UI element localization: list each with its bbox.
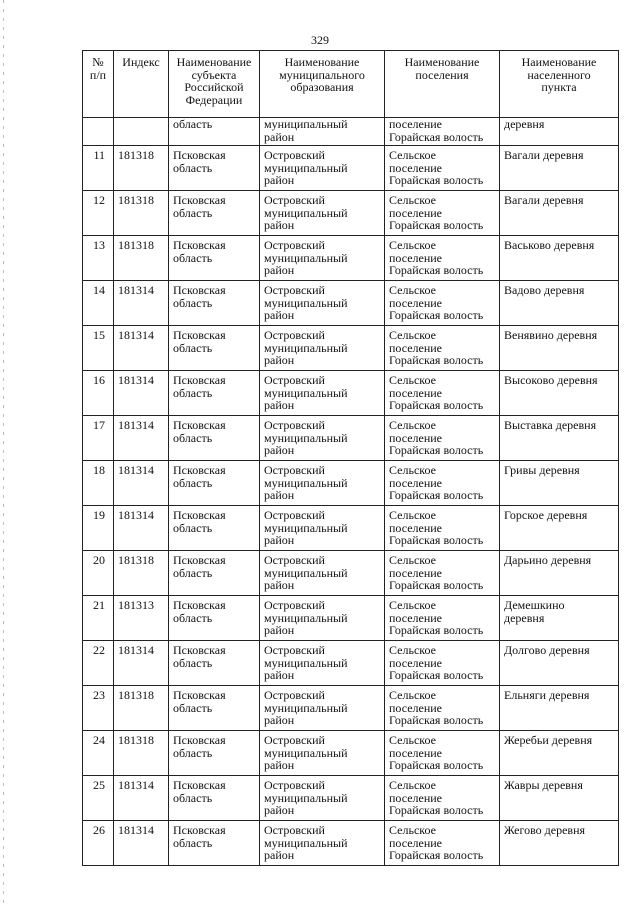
cell-line: Горайская волость [389,623,484,638]
cell-line: Васьково деревня [504,238,595,252]
cell-line: район [264,398,295,413]
table-row [83,236,619,281]
cell-line: поселение [389,250,443,265]
cell-line: муниципальный [264,610,348,625]
cell-municipal [260,416,385,461]
cell-line: Жавры деревня [504,778,583,792]
cell-line: поселение [389,610,443,625]
cell-locality [500,551,619,596]
cell-settlement [385,416,500,461]
cell-line: Островский [264,238,325,252]
table-row [83,596,619,641]
table-header-row [83,51,619,118]
cell-line: Горайская волость [389,398,484,413]
cell-index: 181318 [114,191,169,236]
cell-line: Горайская волость [389,803,484,818]
cell-line: Псковская [173,283,226,297]
cell-line: поселение [389,835,443,850]
cell-municipal [260,776,385,821]
cell-line: Псковская [173,643,226,657]
cell-municipal [260,731,385,776]
cell-line: муниципальный [264,160,348,175]
cell-line: деревня [504,610,545,625]
cell-line: область [173,835,213,850]
cell-line: поселение [389,160,443,175]
cell-num: 12 [83,191,114,236]
cell-line: поселение [389,520,443,535]
cell-line: поселение [389,790,443,805]
cell-subject [169,191,260,236]
cell-line: Островский [264,418,325,432]
cell-index: 181318 [114,551,169,596]
cell-locality [500,641,619,686]
table-row [83,371,619,416]
cell-line: поселение [389,385,443,400]
cell-line: поселение [389,745,443,760]
cell-locality [500,461,619,506]
continuation-row [83,118,619,146]
cell-line: область [173,295,213,310]
table-row [83,326,619,371]
cell-subject [169,326,260,371]
cell-line: Индекс [122,55,160,69]
cell-municipal [260,641,385,686]
cell-line: муниципальный [264,295,348,310]
cell-line: населенного [527,67,591,82]
cell-settlement [385,776,500,821]
cell-line: Островский [264,643,325,657]
cell-line: Островский [264,193,325,207]
cell-line: поселение [389,295,443,310]
cell-line: муниципальный [264,117,348,131]
cell-line: Горайская волость [389,263,484,278]
cell-line: поселение [389,475,443,490]
cell-line: Псковская [173,328,226,342]
cell-locality [500,281,619,326]
cell-settlement [385,731,500,776]
cell-num: 21 [83,596,114,641]
cell-line: образования [290,80,354,95]
cell-line: область [173,520,213,535]
cell-locality [500,146,619,191]
cell-settlement [385,371,500,416]
cell-line: Горайская волость [389,173,484,188]
cell-line: муниципальный [264,700,348,715]
cell-index: 181314 [114,641,169,686]
cell-line: муниципальный [264,790,348,805]
cell-index: 181314 [114,326,169,371]
cell-line: Высоково деревня [504,373,598,387]
cell-line: область [173,160,213,175]
cell-line: Сельское [389,193,436,207]
cell-line: деревня [504,117,545,131]
cell-subject [169,506,260,551]
cell-line: область [173,790,213,805]
cell-municipal [260,371,385,416]
cell-settlement [385,281,500,326]
cell-line: муниципального [279,67,365,82]
cell-line: Сельское [389,778,436,792]
page-number: 329 [311,33,329,47]
cell-subject [169,731,260,776]
cell-municipal [260,281,385,326]
cell-line: Горайская волость [389,758,484,773]
cell-subject [169,146,260,191]
cell-line: область [173,430,213,445]
cell-line: Вагали деревня [504,193,584,207]
cell-num: 26 [83,821,114,866]
cell-index: 181314 [114,416,169,461]
cell-line: Островский [264,328,325,342]
cell-line: поселение [389,340,443,355]
cell-line: Горайская волость [389,533,484,548]
cell-settlement [385,191,500,236]
cell-line: область [173,565,213,580]
cell-num: 23 [83,686,114,731]
cell-line: Выставка деревня [504,418,597,432]
cell-index: 181318 [114,686,169,731]
cell-num: 13 [83,236,114,281]
cell-line: муниципальный [264,520,348,535]
cell-line: субъекта [191,67,237,82]
cell-line: Жеребьи деревня [504,733,593,747]
cell-line: район [264,129,295,144]
cell-municipal [260,821,385,866]
cell-line: муниципальный [264,250,348,265]
cell-line: муниципальный [264,340,348,355]
table-row [83,776,619,821]
cell-line: область [173,340,213,355]
table-row [83,641,619,686]
cell-line: Сельское [389,598,436,612]
cell-line: область [173,700,213,715]
cell-line: Горайская волость [389,713,484,728]
cell-num [83,118,114,146]
cell-index: 181314 [114,776,169,821]
cell-num: 17 [83,416,114,461]
cell-line: п/п [89,67,107,82]
cell-settlement [385,821,500,866]
cell-settlement [385,641,500,686]
cell-locality [500,326,619,371]
cell-line: Венявино деревня [504,328,598,342]
cell-line: Островский [264,598,325,612]
cell-line: поселение [389,655,443,670]
cell-line: район [264,848,295,863]
cell-line: Горайская волость [389,353,484,368]
cell-settlement [385,118,500,146]
cell-subject [169,236,260,281]
cell-line: Сельское [389,688,436,702]
cell-line: Вагали деревня [504,148,584,162]
cell-num: 11 [83,146,114,191]
cell-municipal [260,236,385,281]
cell-settlement [385,326,500,371]
cell-line: Сельское [389,373,436,387]
cell-line: Псковская [173,463,226,477]
cell-municipal [260,551,385,596]
cell-line: район [264,713,295,728]
cell-locality [500,686,619,731]
cell-line: муниципальный [264,205,348,220]
cell-line: Псковская [173,733,226,747]
cell-line: район [264,668,295,683]
cell-settlement [385,506,500,551]
cell-line: Горское деревня [504,508,588,522]
cell-municipal [260,191,385,236]
cell-locality [500,821,619,866]
cell-subject [169,281,260,326]
cell-line: район [264,308,295,323]
cell-subject [169,461,260,506]
cell-line: Сельское [389,418,436,432]
cell-line: район [264,218,295,233]
cell-line: Ельняги деревня [504,688,590,702]
cell-line: муниципальный [264,385,348,400]
cell-line: Горайская волость [389,668,484,683]
cell-line: поселение [389,430,443,445]
cell-locality [500,416,619,461]
table-row [83,461,619,506]
cell-line: Островский [264,823,325,837]
cell-line: муниципальный [264,430,348,445]
cell-num: 20 [83,551,114,596]
cell-line: Сельское [389,283,436,297]
cell-line: район [264,758,295,773]
cell-index: 181318 [114,146,169,191]
cell-line: Горайская волость [389,308,484,323]
table-row [83,416,619,461]
cell-line: район [264,623,295,638]
cell-municipal [260,686,385,731]
table-row [83,281,619,326]
cell-line: муниципальный [264,655,348,670]
cell-line: Псковская [173,148,226,162]
cell-line: муниципальный [264,745,348,760]
cell-index: 181314 [114,371,169,416]
table-row [83,191,619,236]
cell-line: Сельское [389,643,436,657]
header-settlement [385,51,500,118]
cell-locality [500,191,619,236]
cell-line: поселение [389,700,443,715]
cell-settlement [385,146,500,191]
cell-line: Островский [264,733,325,747]
cell-line: Сельское [389,148,436,162]
cell-line: пункта [541,80,577,95]
cell-municipal [260,506,385,551]
table-row [83,731,619,776]
cell-index: 181314 [114,461,169,506]
cell-line: Наименование [521,55,597,69]
cell-municipal [260,118,385,146]
cell-line: Псковская [173,238,226,252]
cell-line: № [92,55,104,69]
cell-line: область [173,655,213,670]
cell-line: Наименование [176,55,252,69]
cell-line: Сельское [389,823,436,837]
cell-line: область [173,205,213,220]
cell-settlement [385,551,500,596]
cell-num: 25 [83,776,114,821]
cell-line: Островский [264,688,325,702]
cell-line: Сельское [389,238,436,252]
cell-line: область [173,745,213,760]
cell-line: район [264,488,295,503]
table-row [83,686,619,731]
cell-line: Горайская волость [389,129,484,144]
cell-line: муниципальный [264,835,348,850]
cell-line: Сельское [389,463,436,477]
cell-line: область [173,610,213,625]
cell-municipal [260,146,385,191]
cell-locality [500,506,619,551]
cell-subject [169,821,260,866]
cell-line: Псковская [173,823,226,837]
cell-index: 181318 [114,236,169,281]
cell-line: район [264,353,295,368]
cell-line: Сельское [389,733,436,747]
cell-line: Горайская волость [389,488,484,503]
cell-line: Псковская [173,778,226,792]
cell-line: область [173,117,213,131]
cell-subject [169,641,260,686]
header-num [83,51,114,118]
cell-line: поселение [389,117,443,131]
cell-line: поселение [389,565,443,580]
cell-index [114,118,169,146]
cell-locality [500,371,619,416]
cell-index: 181314 [114,821,169,866]
cell-line: Псковская [173,193,226,207]
header-subject [169,51,260,118]
cell-settlement [385,596,500,641]
table-row [83,506,619,551]
cell-municipal [260,461,385,506]
cell-line: поселение [389,205,443,220]
cell-num: 24 [83,731,114,776]
cell-line: Псковская [173,418,226,432]
cell-index: 181314 [114,281,169,326]
cell-line: Гривы деревня [504,463,580,477]
cell-line: Островский [264,373,325,387]
cell-subject [169,776,260,821]
cell-settlement [385,686,500,731]
cell-index: 181313 [114,596,169,641]
cell-line: Вадово деревня [504,283,585,297]
cell-line: Горайская волость [389,218,484,233]
table-row [83,551,619,596]
cell-line: Псковская [173,553,226,567]
cell-line: Горайская волость [389,578,484,593]
cell-line: Сельское [389,553,436,567]
cell-num: 14 [83,281,114,326]
cell-line: район [264,803,295,818]
cell-num: 15 [83,326,114,371]
scan-edge [3,0,4,905]
cell-line: область [173,250,213,265]
cell-line: область [173,385,213,400]
table-row [83,146,619,191]
cell-line: Островский [264,553,325,567]
cell-municipal [260,326,385,371]
cell-subject [169,416,260,461]
cell-subject [169,371,260,416]
cell-line: Жегово деревня [504,823,586,837]
cell-line: Псковская [173,373,226,387]
cell-line: Островский [264,463,325,477]
cell-num: 19 [83,506,114,551]
cell-line: Островский [264,283,325,297]
cell-subject [169,551,260,596]
settlements-table [82,50,619,866]
cell-settlement [385,461,500,506]
table-row [83,821,619,866]
cell-num: 16 [83,371,114,416]
cell-locality [500,118,619,146]
cell-municipal [260,596,385,641]
cell-line: муниципальный [264,475,348,490]
header-index [114,51,169,118]
cell-line: район [264,263,295,278]
cell-line: муниципальный [264,565,348,580]
cell-line: Горайская волость [389,848,484,863]
cell-line: Островский [264,778,325,792]
cell-line: район [264,443,295,458]
cell-locality [500,776,619,821]
cell-line: Островский [264,148,325,162]
cell-line: Долгово деревня [504,643,590,657]
cell-line: Наименование [404,55,480,69]
cell-line: Островский [264,508,325,522]
cell-line: Псковская [173,598,226,612]
cell-line: район [264,533,295,548]
cell-locality [500,731,619,776]
cell-line: Сельское [389,328,436,342]
cell-line: Псковская [173,688,226,702]
cell-settlement [385,236,500,281]
cell-subject [169,118,260,146]
cell-line: район [264,173,295,188]
cell-index: 181314 [114,506,169,551]
cell-line: Федерации [185,92,243,107]
cell-line: район [264,578,295,593]
cell-line: Дарьино деревня [504,553,592,567]
cell-line: Сельское [389,508,436,522]
cell-num: 18 [83,461,114,506]
cell-line: Наименование [284,55,360,69]
header-municipal [260,51,385,118]
cell-line: Горайская волость [389,443,484,458]
cell-subject [169,596,260,641]
cell-num: 22 [83,641,114,686]
cell-subject [169,686,260,731]
cell-locality [500,236,619,281]
cell-index: 181318 [114,731,169,776]
cell-locality [500,596,619,641]
cell-line: Российской [184,80,244,95]
cell-line: Демешкино [504,598,565,612]
header-locality [500,51,619,118]
cell-line: Псковская [173,508,226,522]
cell-line: область [173,475,213,490]
cell-line: поселения [415,67,469,82]
